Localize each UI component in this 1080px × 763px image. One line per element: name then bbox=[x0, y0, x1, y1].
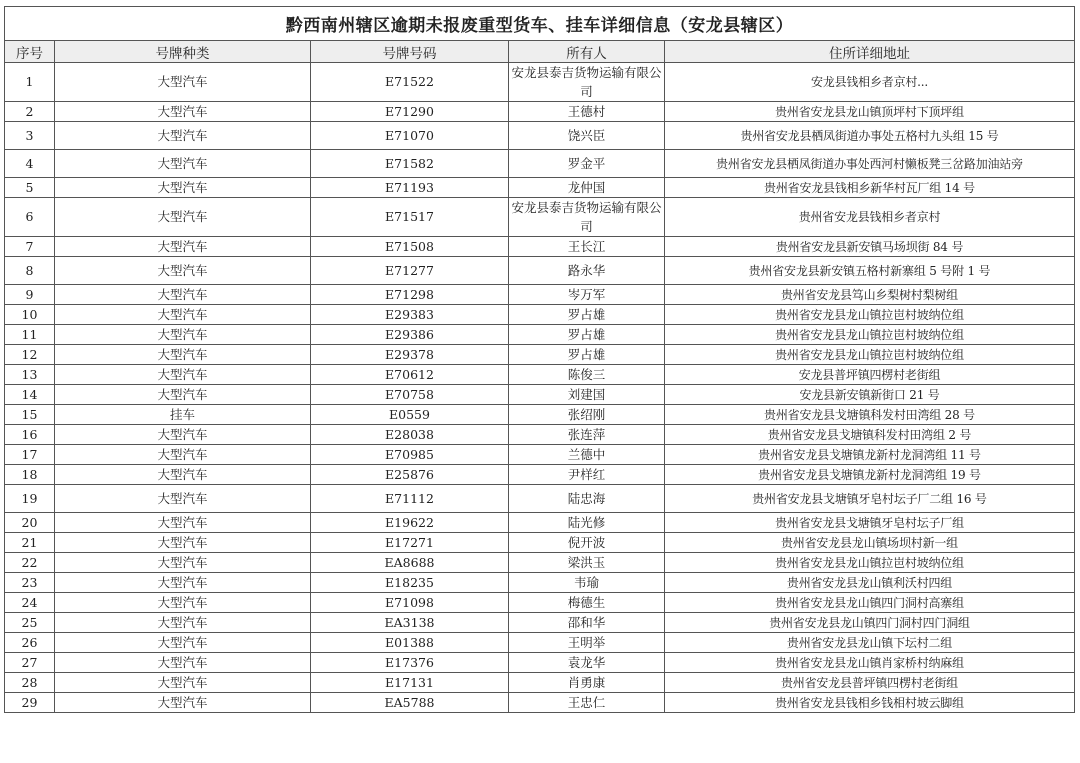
cell-owner: 邵和华 bbox=[509, 613, 665, 633]
cell-address: 贵州省安龙县戈塘镇牙皂村坛子厂二组 16 号 bbox=[665, 485, 1075, 513]
cell-owner: 梁洪玉 bbox=[509, 553, 665, 573]
cell-plate-type: 大型汽车 bbox=[55, 513, 311, 533]
cell-owner: 陈俊三 bbox=[509, 365, 665, 385]
table-row bbox=[5, 178, 1075, 198]
cell-address: 贵州省安龙县新安镇马场坝街 84 号 bbox=[665, 237, 1075, 257]
cell-plate-type: 大型汽车 bbox=[55, 150, 311, 178]
cell-address: 安龙县普坪镇四楞村老街组 bbox=[665, 365, 1075, 385]
table-row bbox=[5, 673, 1075, 693]
cell-plate-type: 大型汽车 bbox=[55, 198, 311, 237]
cell-plate-type: 大型汽车 bbox=[55, 325, 311, 345]
cell-address: 贵州省安龙县龙山镇拉岜村坡纳位组 bbox=[665, 325, 1075, 345]
cell-owner: 安龙县泰吉货物运输有限公司 bbox=[509, 198, 665, 237]
cell-no: 14 bbox=[5, 385, 55, 405]
table-row bbox=[5, 405, 1075, 425]
cell-no: 28 bbox=[5, 673, 55, 693]
cell-owner: 倪开波 bbox=[509, 533, 665, 553]
cell-plate-type: 大型汽车 bbox=[55, 653, 311, 673]
cell-plate-type: 大型汽车 bbox=[55, 633, 311, 653]
cell-no: 7 bbox=[5, 237, 55, 257]
column-header-owner: 所有人 bbox=[509, 41, 665, 63]
cell-plate-number: E25876 bbox=[311, 465, 509, 485]
cell-plate-number: E71298 bbox=[311, 285, 509, 305]
table-row bbox=[5, 385, 1075, 405]
table-row bbox=[5, 198, 1075, 237]
cell-owner: 路永华 bbox=[509, 257, 665, 285]
cell-plate-number: E18235 bbox=[311, 573, 509, 593]
cell-plate-number: E71193 bbox=[311, 178, 509, 198]
cell-owner: 袁龙华 bbox=[509, 653, 665, 673]
table-row bbox=[5, 425, 1075, 445]
table-row bbox=[5, 305, 1075, 325]
cell-owner: 陆光修 bbox=[509, 513, 665, 533]
cell-owner: 王德村 bbox=[509, 102, 665, 122]
cell-no: 9 bbox=[5, 285, 55, 305]
cell-no: 17 bbox=[5, 445, 55, 465]
cell-owner: 岑万军 bbox=[509, 285, 665, 305]
cell-plate-type: 大型汽车 bbox=[55, 305, 311, 325]
cell-no: 12 bbox=[5, 345, 55, 365]
cell-no: 5 bbox=[5, 178, 55, 198]
cell-plate-number: E71098 bbox=[311, 593, 509, 613]
cell-address: 贵州省安龙县栖凤街道办事处五格村九头组 15 号 bbox=[665, 122, 1075, 150]
cell-plate-type: 大型汽车 bbox=[55, 102, 311, 122]
cell-address: 贵州省安龙县新安镇五格村新寨组 5 号附 1 号 bbox=[665, 257, 1075, 285]
table-row bbox=[5, 63, 1075, 102]
table-row bbox=[5, 485, 1075, 513]
cell-no: 26 bbox=[5, 633, 55, 653]
cell-owner: 罗占雄 bbox=[509, 325, 665, 345]
table-row bbox=[5, 533, 1075, 553]
cell-address: 贵州省安龙县戈塘镇科发村田湾组 28 号 bbox=[665, 405, 1075, 425]
cell-plate-type: 大型汽车 bbox=[55, 485, 311, 513]
cell-no: 8 bbox=[5, 257, 55, 285]
cell-address: 贵州省安龙县戈塘镇科发村田湾组 2 号 bbox=[665, 425, 1075, 445]
cell-plate-number: E17131 bbox=[311, 673, 509, 693]
cell-plate-number: E29383 bbox=[311, 305, 509, 325]
cell-owner: 龙仲国 bbox=[509, 178, 665, 198]
cell-no: 10 bbox=[5, 305, 55, 325]
cell-no: 22 bbox=[5, 553, 55, 573]
cell-owner: 饶兴臣 bbox=[509, 122, 665, 150]
table-row bbox=[5, 633, 1075, 653]
cell-plate-type: 大型汽车 bbox=[55, 673, 311, 693]
column-header-address: 住所详细地址 bbox=[665, 41, 1075, 63]
table-row bbox=[5, 365, 1075, 385]
column-header-plate-number: 号牌号码 bbox=[311, 41, 509, 63]
cell-plate-number: EA8688 bbox=[311, 553, 509, 573]
cell-no: 16 bbox=[5, 425, 55, 445]
cell-plate-number: E17376 bbox=[311, 653, 509, 673]
cell-plate-number: EA5788 bbox=[311, 693, 509, 713]
cell-no: 19 bbox=[5, 485, 55, 513]
cell-plate-type: 大型汽车 bbox=[55, 693, 311, 713]
header-row bbox=[5, 41, 1075, 63]
cell-address: 贵州省安龙县龙山镇利沃村四组 bbox=[665, 573, 1075, 593]
cell-owner: 王长江 bbox=[509, 237, 665, 257]
cell-no: 11 bbox=[5, 325, 55, 345]
vehicle-info-sheet bbox=[4, 6, 1074, 713]
column-header-plate-type: 号牌种类 bbox=[55, 41, 311, 63]
cell-owner: 安龙县泰吉货物运输有限公司 bbox=[509, 63, 665, 102]
cell-address: 贵州省安龙县龙山镇肖家桥村纳麻组 bbox=[665, 653, 1075, 673]
cell-plate-number: E29386 bbox=[311, 325, 509, 345]
sheet-title: 黔西南州辖区逾期未报废重型货车、挂车详细信息（安龙县辖区） bbox=[5, 7, 1075, 41]
cell-address: 贵州省安龙县笃山乡梨树村梨树组 bbox=[665, 285, 1075, 305]
cell-owner: 王明举 bbox=[509, 633, 665, 653]
cell-plate-number: E70758 bbox=[311, 385, 509, 405]
cell-plate-type: 大型汽车 bbox=[55, 385, 311, 405]
cell-plate-type: 大型汽车 bbox=[55, 237, 311, 257]
cell-owner: 张绍刚 bbox=[509, 405, 665, 425]
table-row bbox=[5, 285, 1075, 305]
cell-plate-number: E71582 bbox=[311, 150, 509, 178]
cell-address: 贵州省安龙县龙山镇拉岜村坡纳位组 bbox=[665, 305, 1075, 325]
table-row bbox=[5, 593, 1075, 613]
cell-address: 贵州省安龙县龙山镇四门洞村四门洞组 bbox=[665, 613, 1075, 633]
table-row bbox=[5, 465, 1075, 485]
table-row bbox=[5, 345, 1075, 365]
table-row bbox=[5, 513, 1075, 533]
cell-address: 贵州省安龙县龙山镇四门洞村高寨组 bbox=[665, 593, 1075, 613]
cell-address: 贵州省安龙县龙山镇场坝村新一组 bbox=[665, 533, 1075, 553]
column-header-no: 序号 bbox=[5, 41, 55, 63]
cell-plate-type: 挂车 bbox=[55, 405, 311, 425]
cell-plate-type: 大型汽车 bbox=[55, 613, 311, 633]
cell-address: 贵州省安龙县龙山镇拉岜村坡纳位组 bbox=[665, 345, 1075, 365]
cell-plate-type: 大型汽车 bbox=[55, 533, 311, 553]
cell-no: 23 bbox=[5, 573, 55, 593]
cell-address: 贵州省安龙县戈塘镇龙新村龙洞湾组 19 号 bbox=[665, 465, 1075, 485]
cell-plate-number: EA3138 bbox=[311, 613, 509, 633]
cell-plate-number: E71522 bbox=[311, 63, 509, 102]
cell-owner: 肖勇康 bbox=[509, 673, 665, 693]
cell-plate-number: E70985 bbox=[311, 445, 509, 465]
cell-no: 4 bbox=[5, 150, 55, 178]
cell-owner: 罗占雄 bbox=[509, 345, 665, 365]
cell-no: 24 bbox=[5, 593, 55, 613]
table-row bbox=[5, 653, 1075, 673]
cell-owner: 梅德生 bbox=[509, 593, 665, 613]
cell-plate-number: E29378 bbox=[311, 345, 509, 365]
table-row bbox=[5, 445, 1075, 465]
table-row bbox=[5, 325, 1075, 345]
cell-owner: 罗金平 bbox=[509, 150, 665, 178]
table-body bbox=[5, 63, 1075, 713]
cell-owner: 陆忠海 bbox=[509, 485, 665, 513]
cell-no: 27 bbox=[5, 653, 55, 673]
cell-no: 20 bbox=[5, 513, 55, 533]
cell-address: 贵州省安龙县龙山镇下坛村二组 bbox=[665, 633, 1075, 653]
cell-no: 21 bbox=[5, 533, 55, 553]
cell-no: 25 bbox=[5, 613, 55, 633]
cell-address: 贵州省安龙县龙山镇拉岜村坡纳位组 bbox=[665, 553, 1075, 573]
cell-plate-number: E71517 bbox=[311, 198, 509, 237]
cell-plate-number: E71277 bbox=[311, 257, 509, 285]
cell-address: 贵州省安龙县钱相乡新华村瓦厂组 14 号 bbox=[665, 178, 1075, 198]
cell-plate-number: E71112 bbox=[311, 485, 509, 513]
cell-address: 安龙县新安镇新街口 21 号 bbox=[665, 385, 1075, 405]
cell-owner: 张连萍 bbox=[509, 425, 665, 445]
cell-plate-type: 大型汽车 bbox=[55, 593, 311, 613]
cell-plate-number: E28038 bbox=[311, 425, 509, 445]
cell-plate-type: 大型汽车 bbox=[55, 178, 311, 198]
cell-address: 贵州省安龙县普坪镇四楞村老街组 bbox=[665, 673, 1075, 693]
cell-plate-number: E71290 bbox=[311, 102, 509, 122]
cell-plate-number: E70612 bbox=[311, 365, 509, 385]
cell-plate-number: E17271 bbox=[311, 533, 509, 553]
cell-plate-type: 大型汽车 bbox=[55, 425, 311, 445]
table-row bbox=[5, 553, 1075, 573]
cell-plate-type: 大型汽车 bbox=[55, 122, 311, 150]
cell-plate-number: E0559 bbox=[311, 405, 509, 425]
cell-owner: 韦瑜 bbox=[509, 573, 665, 593]
cell-plate-number: E71508 bbox=[311, 237, 509, 257]
cell-owner: 刘建国 bbox=[509, 385, 665, 405]
cell-address: 贵州省安龙县戈塘镇龙新村龙洞湾组 11 号 bbox=[665, 445, 1075, 465]
cell-address: 贵州省安龙县钱相乡者京村 bbox=[665, 198, 1075, 237]
cell-address: 贵州省安龙县栖凤街道办事处西河村懒板凳三岔路加油站旁 bbox=[665, 150, 1075, 178]
cell-no: 2 bbox=[5, 102, 55, 122]
cell-no: 29 bbox=[5, 693, 55, 713]
cell-owner: 罗占雄 bbox=[509, 305, 665, 325]
cell-plate-type: 大型汽车 bbox=[55, 573, 311, 593]
cell-plate-type: 大型汽车 bbox=[55, 285, 311, 305]
cell-owner: 兰德中 bbox=[509, 445, 665, 465]
table-row bbox=[5, 102, 1075, 122]
cell-plate-type: 大型汽车 bbox=[55, 465, 311, 485]
cell-address: 贵州省安龙县龙山镇顶坪村下顶坪组 bbox=[665, 102, 1075, 122]
cell-no: 1 bbox=[5, 63, 55, 102]
cell-plate-type: 大型汽车 bbox=[55, 365, 311, 385]
cell-no: 3 bbox=[5, 122, 55, 150]
cell-plate-number: E01388 bbox=[311, 633, 509, 653]
cell-address: 贵州省安龙县钱相乡钱相村坡云脚组 bbox=[665, 693, 1075, 713]
cell-plate-type: 大型汽车 bbox=[55, 345, 311, 365]
table-row bbox=[5, 237, 1075, 257]
table-row bbox=[5, 122, 1075, 150]
cell-plate-type: 大型汽车 bbox=[55, 63, 311, 102]
cell-no: 6 bbox=[5, 198, 55, 237]
table-row bbox=[5, 150, 1075, 178]
cell-plate-number: E19622 bbox=[311, 513, 509, 533]
table-row bbox=[5, 573, 1075, 593]
cell-address: 安龙县钱相乡者京村... bbox=[665, 63, 1075, 102]
cell-no: 13 bbox=[5, 365, 55, 385]
cell-owner: 尹样红 bbox=[509, 465, 665, 485]
table-row bbox=[5, 257, 1075, 285]
vehicle-table bbox=[4, 6, 1075, 713]
cell-address: 贵州省安龙县戈塘镇牙皂村坛子厂组 bbox=[665, 513, 1075, 533]
cell-plate-type: 大型汽车 bbox=[55, 553, 311, 573]
cell-plate-type: 大型汽车 bbox=[55, 445, 311, 465]
cell-no: 15 bbox=[5, 405, 55, 425]
cell-no: 18 bbox=[5, 465, 55, 485]
table-row bbox=[5, 613, 1075, 633]
table-row bbox=[5, 693, 1075, 713]
cell-plate-type: 大型汽车 bbox=[55, 257, 311, 285]
cell-owner: 王忠仁 bbox=[509, 693, 665, 713]
cell-plate-number: E71070 bbox=[311, 122, 509, 150]
